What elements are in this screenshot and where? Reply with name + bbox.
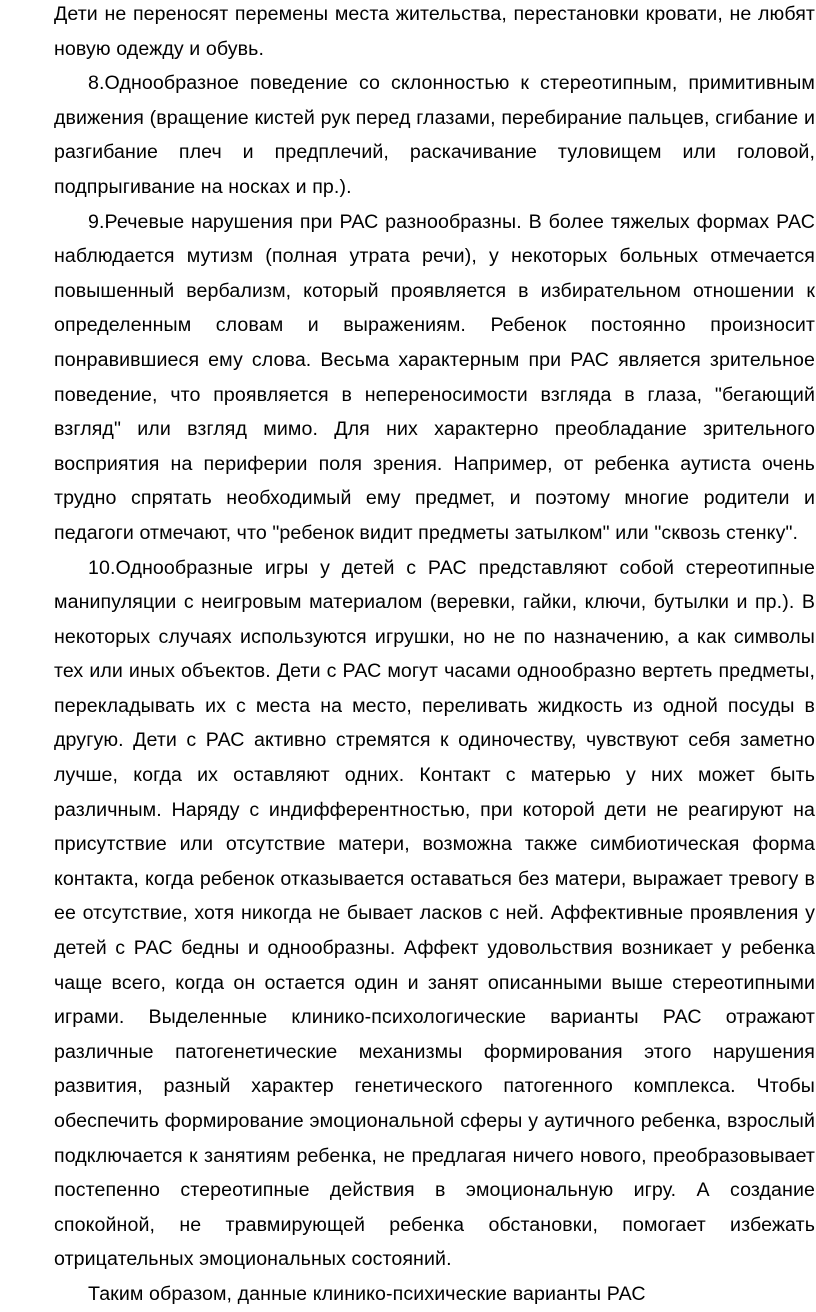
paragraph-item-9: 9.Речевые нарушения при РАС разнообразны. В более тяжелых формах РАС наблюдается мутизм (полная утрата речи), у некоторых больных отмечается повышенный вербализм, который проявляется в избирательном отношении к определенным словам и выражениям. Ребенок постоянно произносит понравившиеся ему слова. Весьма характерным при РАС является зрительное поведение, что проявляется в непереносимости взгляда в глаза, "бегающий взгляд" или взгляд мимо. Для них характерно преобладание зрительного восприятия на периферии поля зрения. Например, от ребенка аутиста очень трудно спрятать необходимый ему предмет, и поэтому многие родители и педагоги отмечают, что "ребенок видит предметы затылком" или "сквозь стенку". xyxy=(54,210,815,544)
paragraph-item-8: 8.Однообразное поведение со склонностью к стереотипным, примитивным движения (вращение кистей рук перед глазами, перебирание пальцев, сгибание и разгибание плеч и предплечий, раскачивание туловищем или головой, подпрыгивание на носках и пр.). xyxy=(54,72,815,198)
paragraph-continuation: Дети не переносят перемены места жительства, перестановки кровати, не любят новую одежду и обувь. xyxy=(54,3,815,60)
paragraph-conclusion: Таким образом, данные клинико-психические варианты РАС xyxy=(88,1282,646,1305)
paragraph-item-10: 10.Однообразные игры у детей с РАС представляют собой стереотипные манипуляции с неигровым материалом (веревки, гайки, ключи, бутылки и пр.). В некоторых случаях используются игрушки, но не по назначению, а как символы тех или иных объектов. Дети с РАС могут часами однообразно вертеть предметы, перекладывать их с места на место, переливать жидкость из одной посуды в другую. Дети с РАС активно стремятся к одиночеству, чувствуют себя заметно лучше, когда их оставляют одних. Контакт с матерью у них может быть различным. Наряду с индифферентностью, при которой дети не реагируют на присутствие или отсутствие матери, возможна также симбиотическая форма контакта, когда ребенок отказывается оставаться без матери, выражает тревогу в ее отсутствие, хотя никогда не бывает ласков с ней. Аффективные проявления у детей с РАС бедны и однообразны. Аффект удовольствия возникает у ребенка чаще всего, когда он остается один и занят описанными выше стереотипными играми. Выделенные клинико-психологические варианты РАС отражают различные патогенетические механизмы формирования этого нарушения развития, разный характер генетического патогенного комплекса. Чтобы обеспечить формирование эмоциональной сферы у аутичного ребенка, взрослый подключается к занятиям ребенка, не предлагая ничего нового, преобразовывает постепенно стереотипные действия в эмоциональную игру. А создание спокойной, не травмирующей ребенка обстановки, помогает избежать отрицательных эмоциональных состояний. xyxy=(54,556,815,1271)
document-page xyxy=(54,0,815,1312)
